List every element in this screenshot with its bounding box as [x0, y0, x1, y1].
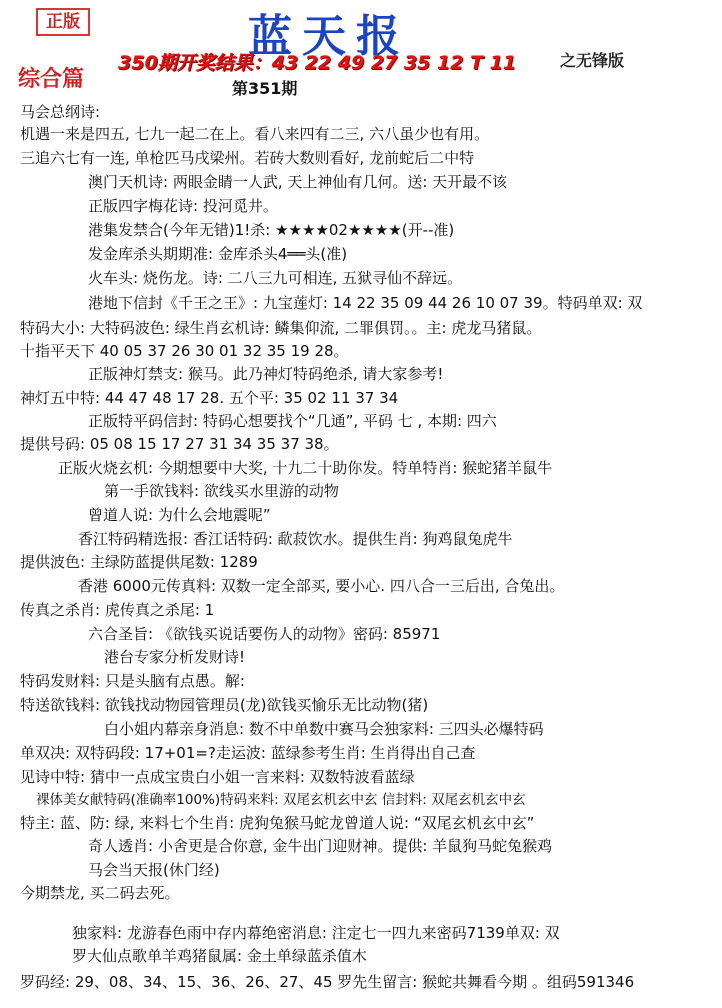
text-line: 三追六七有一连, 单枪匹马戌梁州。若砖大数则看好, 龙前蛇后二中特 [20, 149, 475, 167]
text-line: 罗码经: 29、08、34、15、36、26、27、45 罗先生留言: 猴蛇共舞看今期 。组码591346 [20, 973, 635, 991]
text-line: 正版火烧玄机: 今期想要中大奖, 十九二十助你发。特单特肖: 猴蛇猪羊鼠牛 [58, 459, 553, 477]
text-line: 传真之杀肖: 虎传真之杀尾: 1 [20, 601, 215, 619]
issue-number: 第351期 [232, 79, 298, 98]
text-line: 曾道人说: 为什么会地震呢” [88, 506, 271, 524]
text-line: 提供号码: 05 08 15 17 27 31 34 35 37 38。 [20, 435, 339, 453]
text-line: 第一手欲钱料: 欲线买水里游的动物 [104, 482, 339, 500]
text-line: 正版神灯禁支: 猴马。此乃神灯特码绝杀, 请大家参考! [88, 365, 444, 383]
text-line: 正版特平码信封: 特码心想要找个“几通”, 平码 七 , 本期: 四六 [88, 412, 497, 430]
text-line: 今期禁龙, 买二码去死。 [20, 884, 180, 902]
draw-result: 350期开奖结果：43 22 49 27 35 12 T 11 [118, 52, 517, 74]
text-line: 奇人透肖: 小舍更是合你意, 金牛出门迎财神。提供: 羊鼠狗马蛇兔猴鸡 [88, 837, 553, 855]
text-line: 神灯五中特: 44 47 48 17 28. 五个平: 35 02 11 37 34 [20, 389, 399, 407]
text-line: 发金库杀头期期准: 金库杀头4══头(准) [88, 245, 348, 263]
text-line: 澳门天机诗: 两眼金睛一人武, 天上神仙有几何。送: 天开最不该 [88, 173, 508, 191]
text-line: 见诗中特: 猜中一点成宝贵白小姐一言来料: 双数特波看蓝绿 [20, 768, 415, 786]
text-line: 裸体美女献特码(准确率100%)特码来料: 双尾玄机玄中玄 信封料: 双尾玄机玄中玄 [36, 792, 526, 808]
genuine-edition-stamp: 正版 [36, 8, 90, 36]
newspaper-title: 蓝天报 [248, 11, 410, 62]
text-line: 港集发禁合(今年无错)1!杀: ★★★★02★★★★(开--准) [88, 221, 455, 239]
text-line: 提供波色: 主绿防蓝提供尾数: 1289 [20, 553, 258, 571]
text-line: 独家料: 龙游春色雨中存内幕绝密消息: 注定七一四九来密码7139单双: 双 [72, 924, 560, 942]
text-line: 马会当天报(休门经) [88, 861, 220, 879]
text-line: 单双决: 双特码段: 17+01=?走运波: 蓝绿参考生肖: 生肖得出自己查 [20, 744, 476, 762]
text-line: 特主: 蓝、防: 绿, 来料七个生肖: 虎狗兔猴马蛇龙曾道人说: “双尾玄机玄中玄” [20, 814, 535, 832]
text-line: 港地下信封《千王之王》: 九宝莲灯: 14 22 35 09 44 26 10 07 39。特码单双: 双 [88, 294, 643, 312]
text-line: 香江特码精选报: 香江话特码: 歃菽饮水。提供生肖: 狗鸡鼠兔虎牛 [78, 530, 513, 548]
text-line: 特送欲钱料: 欲钱找动物园管理员(龙)欲钱买愉乐无比动物(猪) [20, 696, 429, 714]
text-line: 六合圣旨: 《欲钱买说话要伤人的动物》密码: 85971 [88, 625, 441, 643]
text-line: 火车头: 烧伤龙。诗: 二八三九可相连, 五狱寻仙不辞远。 [88, 269, 463, 287]
text-line: 港台专家分析发财诗! [104, 648, 246, 666]
section-title: 综合篇 [18, 66, 85, 92]
text-line: 香港 6000元传真料: 双数一定全部买, 要小心. 四八合一三后出, 合兔出。 [78, 577, 565, 595]
text-line: 罗大仙点歌单羊鸡猪鼠属: 金土单绿蓝杀值木 [72, 947, 367, 965]
text-line: 白小姐内幕亲身消息: 数不中单数中赛马会独家料: 三四头必爆特码 [104, 720, 544, 738]
text-line: 特码发财料: 只是头脑有点愚。解: [20, 672, 245, 690]
edition-label: 之无锋版 [560, 51, 625, 70]
text-line: 正版四字梅花诗: 投河觅井。 [88, 197, 278, 215]
text-line: 十指平天下 40 05 37 26 30 01 32 35 19 28。 [20, 342, 349, 360]
text-line: 机遇一来是四五, 七九一起二在上。看八来四有二三, 六八虽少也有用。 [20, 125, 490, 143]
text-line: 特码大小: 大特码波色: 绿生肖玄机诗: 鳞集仰流, 二罪俱罚。。主: 虎龙马猪鼠。 [20, 319, 542, 337]
text-line: 马会总纲诗: [20, 103, 101, 121]
